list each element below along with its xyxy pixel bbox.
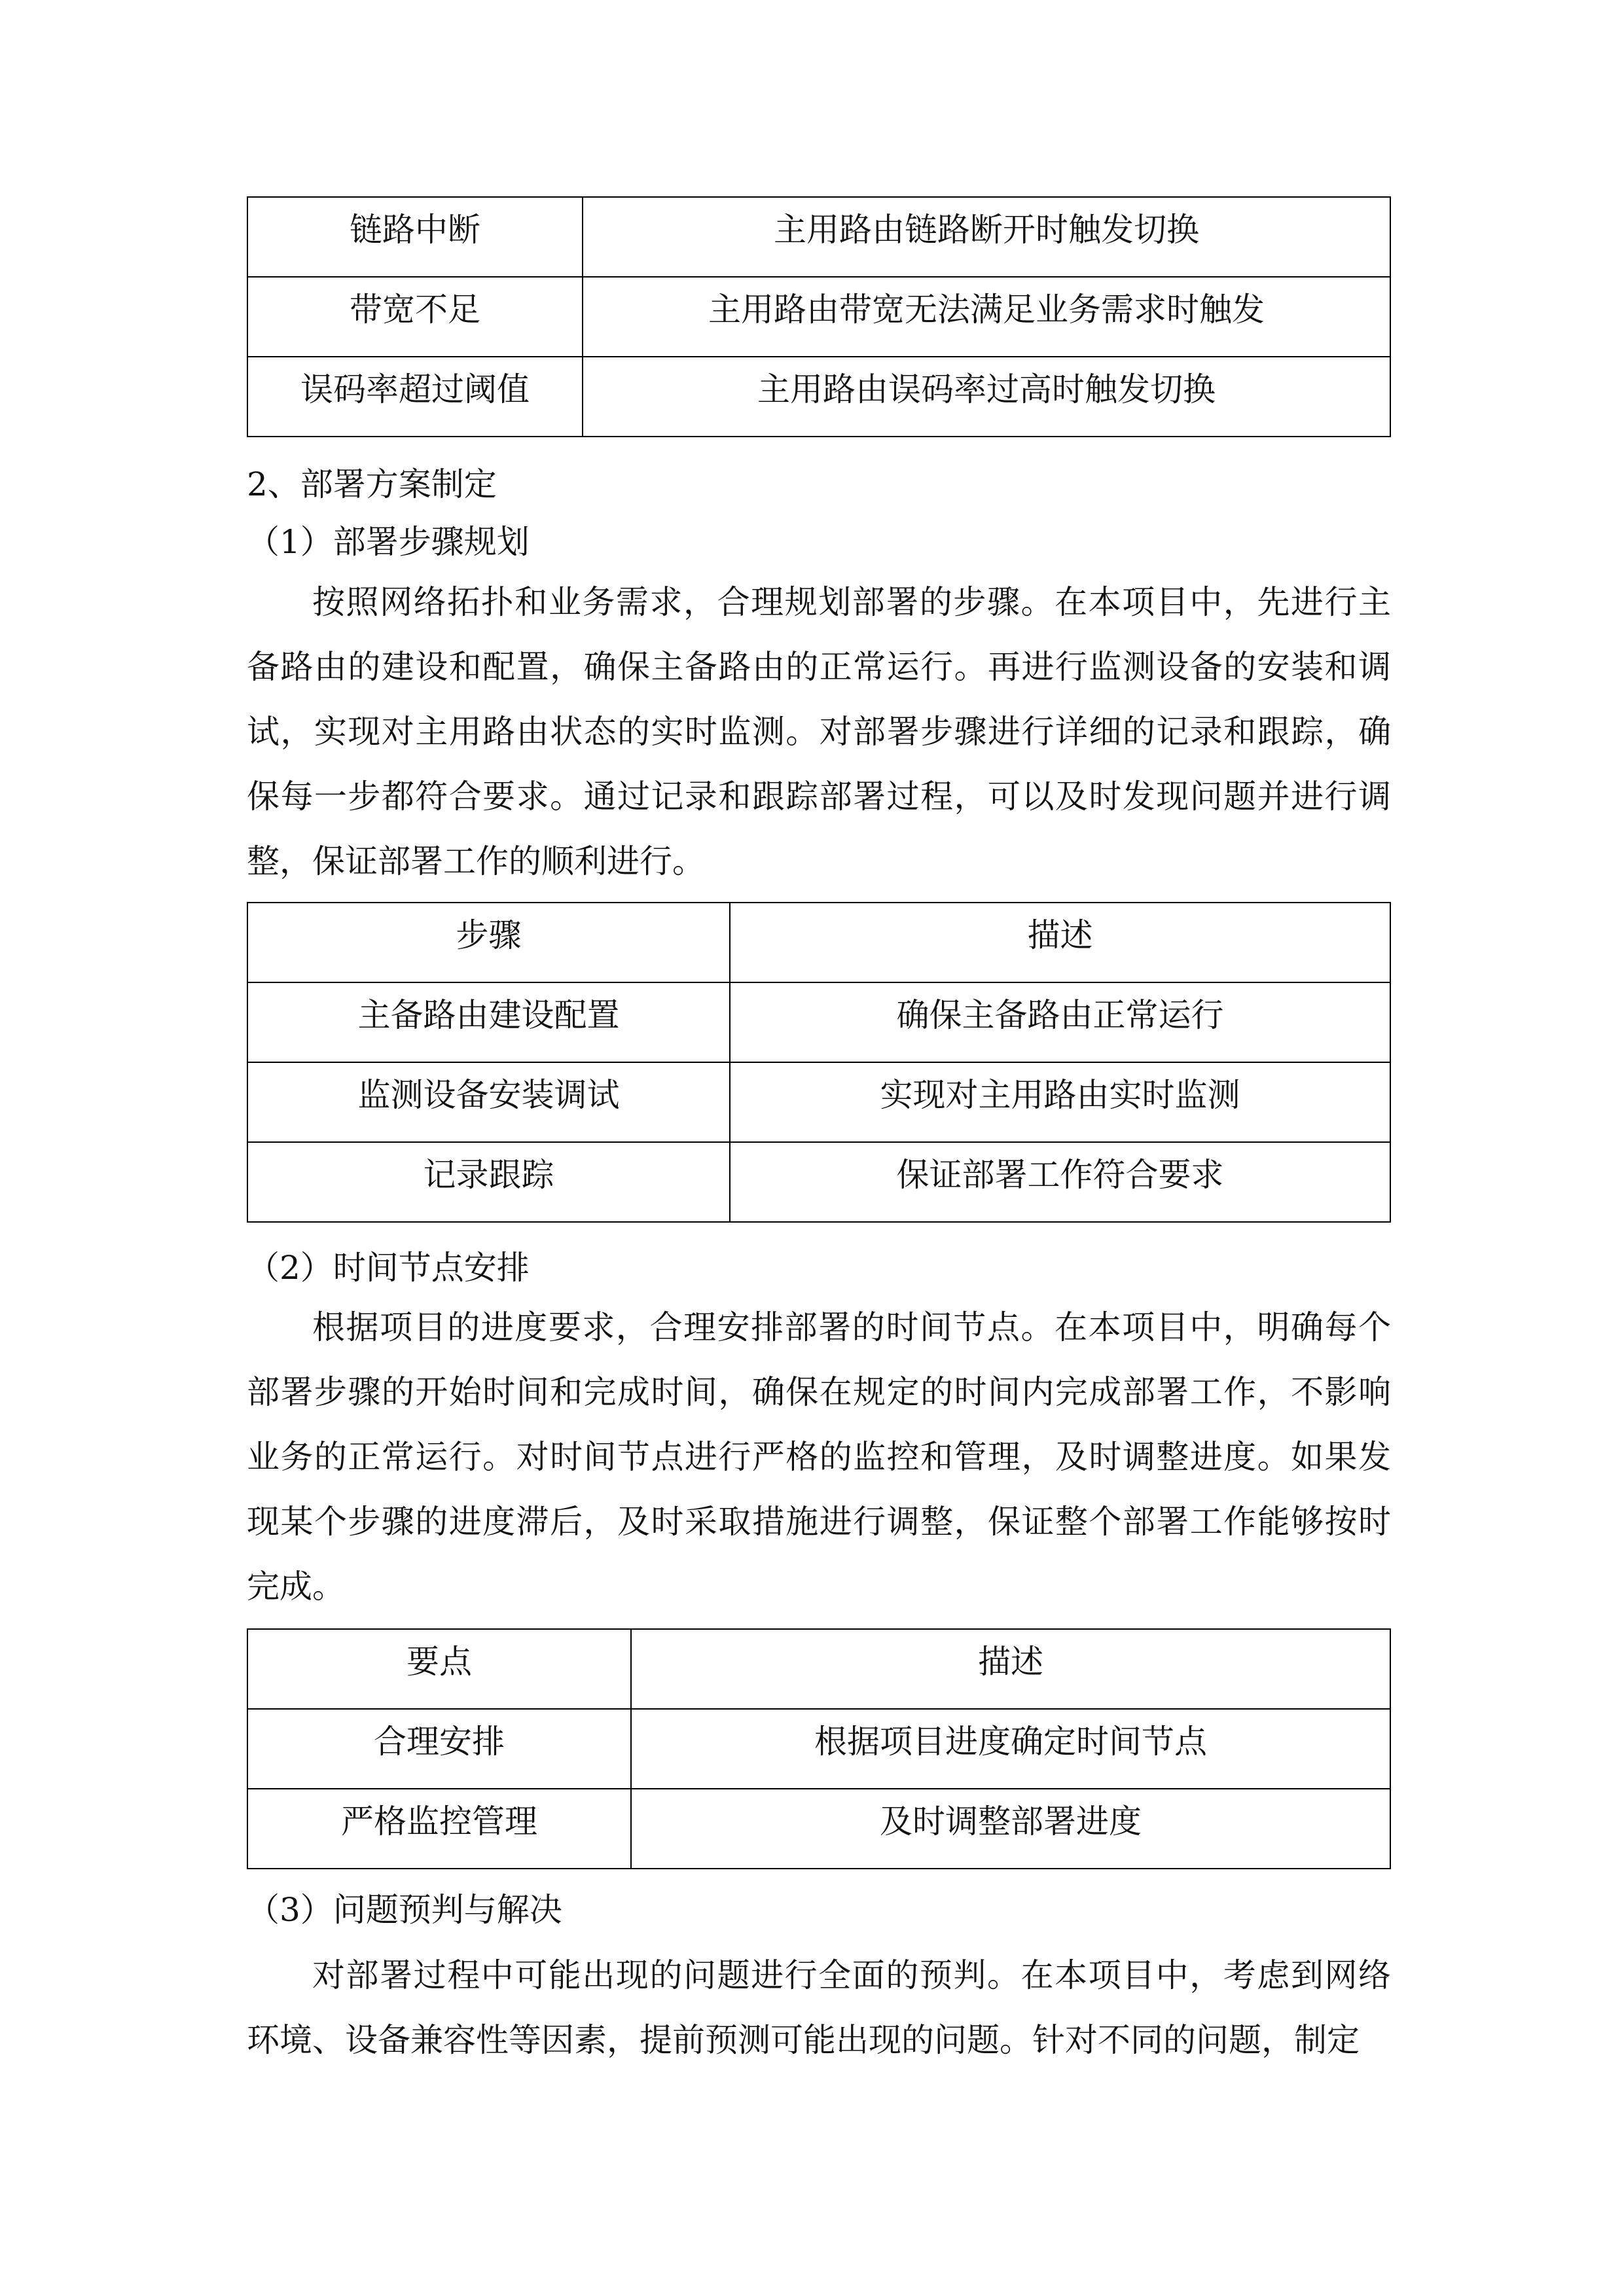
table-row: [247, 1789, 1390, 1869]
table-cell: 根据项目进度确定时间节点: [631, 1709, 1390, 1789]
table-header: 要点: [247, 1629, 631, 1709]
table-cell: 主备路由建设配置: [247, 982, 730, 1062]
table-row: [247, 1142, 1390, 1222]
table-header: 描述: [631, 1629, 1390, 1709]
table-header-row: [247, 903, 1390, 982]
table-cell: 监测设备安装调试: [247, 1062, 730, 1142]
table-row: [247, 357, 1390, 437]
table-cell: 合理安排: [247, 1709, 631, 1789]
table-cell: 确保主备路由正常运行: [730, 982, 1390, 1062]
section-heading: 2、部署方案制定: [247, 465, 497, 503]
table-cell: 保证部署工作符合要求: [730, 1142, 1390, 1222]
table-cell: 主用路由链路断开时触发切换: [583, 197, 1390, 277]
table-header: 描述: [730, 903, 1390, 982]
table-row: [247, 197, 1390, 277]
subsection-heading: （3）问题预判与解决: [247, 1891, 562, 1929]
table-cell: 带宽不足: [247, 277, 583, 357]
paragraph: 按照网络拓扑和业务需求，合理规划部署的步骤。在本项目中，先进行主备路由的建设和配置，确保主备路由的正常运行。再进行监测设备的安装和调试，实现对主用路由状态的实时监测。对部署步骤进行详细的记录和跟踪，确保每一步都符合要求。通过记录和跟踪部署过程，可以及时发现问题并进行调整，保证部署工作的顺利进行。: [247, 583, 1391, 880]
deployment-steps-table: [247, 902, 1391, 1223]
table-cell: 链路中断: [247, 197, 583, 277]
subsection-heading: （1）部署步骤规划: [247, 523, 530, 561]
table-row: [247, 1062, 1390, 1142]
paragraph: 根据项目的进度要求，合理安排部署的时间节点。在本项目中，明确每个部署步骤的开始时间和完成时间，确保在规定的时间内完成部署工作，不影响业务的正常运行。对时间节点进行严格的监控和管理，及时调整进度。如果发现某个步骤的进度滞后，及时采取措施进行调整，保证整个部署工作能够按时完成。: [247, 1308, 1391, 1605]
paragraph: 对部署过程中可能出现的问题进行全面的预判。在本项目中，考虑到网络环境、设备兼容性等因素，提前预测可能出现的问题。针对不同的问题，制定: [247, 1956, 1391, 2059]
table-cell: 记录跟踪: [247, 1142, 730, 1222]
table-cell: 主用路由误码率过高时触发切换: [583, 357, 1390, 437]
table-cell: 及时调整部署进度: [631, 1789, 1390, 1869]
table-cell: 误码率超过阈值: [247, 357, 583, 437]
table-row: [247, 1709, 1390, 1789]
table-row: [247, 277, 1390, 357]
table-cell: 主用路由带宽无法满足业务需求时触发: [583, 277, 1390, 357]
table-row: [247, 982, 1390, 1062]
time-schedule-table: [247, 1628, 1391, 1869]
subsection-heading: （2）时间节点安排: [247, 1249, 530, 1287]
table-cell: 实现对主用路由实时监测: [730, 1062, 1390, 1142]
table-header-row: [247, 1629, 1390, 1709]
trigger-conditions-table: [247, 196, 1391, 437]
table-header: 步骤: [247, 903, 730, 982]
table-cell: 严格监控管理: [247, 1789, 631, 1869]
